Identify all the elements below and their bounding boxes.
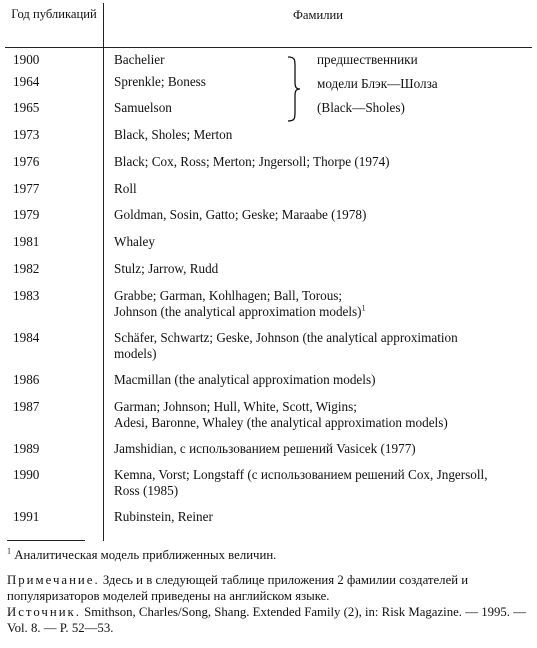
names-cell	[104, 205, 533, 232]
names-cell	[104, 370, 533, 397]
table-row	[5, 152, 532, 179]
table-row	[5, 465, 532, 507]
names-text: Samuelson	[114, 100, 172, 116]
year-cell: 1987	[5, 397, 104, 439]
table-row	[5, 72, 532, 99]
table-row	[5, 179, 532, 206]
names-cell	[104, 397, 533, 439]
year-cell: 1973	[5, 125, 104, 152]
names-line	[114, 330, 532, 346]
year-cell: 1979	[5, 205, 104, 232]
names-line	[114, 483, 532, 499]
year-cell: 1900	[5, 48, 104, 72]
names-text: Johnson (the analytical approximation models)	[114, 303, 362, 319]
table-row	[5, 48, 532, 72]
year-cell: 1990	[5, 465, 104, 507]
year-cell: 1984	[5, 328, 104, 370]
names-cell	[104, 439, 533, 466]
names-line	[114, 261, 532, 277]
names-text: Ross (1985)	[114, 483, 179, 499]
footnote	[7, 547, 530, 563]
names-line	[114, 467, 532, 483]
table-row	[5, 259, 532, 286]
table-row	[5, 98, 532, 125]
table-row	[5, 397, 532, 439]
year-cell: 1986	[5, 370, 104, 397]
names-line	[114, 181, 532, 197]
names-line	[114, 288, 532, 304]
names-text: Goldman, Sosin, Gatto; Geske; Maraabe (1978)	[114, 207, 367, 223]
table-row	[5, 125, 532, 152]
header-year: Год публикаций	[5, 3, 104, 48]
names-line	[114, 441, 532, 457]
names-text: Garman; Johnson; Hull, White, Scott, Wigins;	[114, 398, 357, 414]
names-cell	[104, 507, 533, 541]
names-text: Black; Cox, Ross; Merton; Jngersoll; Thorpe (1974)	[114, 153, 390, 169]
names-cell	[104, 232, 533, 259]
table-row	[5, 328, 532, 370]
names-text: Sprenkle; Boness	[114, 73, 206, 89]
names-text: Rubinstein, Reiner	[114, 509, 213, 525]
names-line	[114, 372, 532, 388]
footnote-text: Аналитическая модель приближенных величин.	[14, 548, 277, 562]
publications-table	[5, 3, 532, 541]
year-cell: 1991	[5, 507, 104, 541]
names-text: Whaley	[114, 234, 156, 250]
year-cell: 1964	[5, 72, 104, 99]
names-line	[114, 415, 532, 431]
names-line	[114, 304, 532, 320]
names-line	[114, 207, 532, 223]
footnote-divider	[7, 540, 85, 541]
names-line	[114, 509, 532, 525]
footnote-reference: 1	[361, 303, 366, 313]
names-text: Stulz; Jarrow, Rudd	[114, 261, 219, 277]
names-text: Jamshidian, с использованием решений Vasicek (1977)	[114, 440, 416, 456]
names-text: Schäfer, Schwartz; Geske, Johnson (the analytical approximation	[114, 329, 458, 345]
names-cell	[104, 152, 533, 179]
names-cell	[104, 179, 533, 206]
year-cell: 1977	[5, 179, 104, 206]
table-row	[5, 370, 532, 397]
table-body	[5, 48, 532, 542]
names-text: Macmillan (the analytical approximation models)	[114, 371, 376, 387]
year-cell: 1965	[5, 98, 104, 125]
table-row	[5, 439, 532, 466]
names-cell	[104, 465, 533, 507]
table-row	[5, 507, 532, 541]
table-row	[5, 232, 532, 259]
names-line	[114, 346, 532, 362]
right-brace	[286, 56, 302, 122]
source-label: Источник.	[7, 605, 81, 619]
note-text: Здесь и в следующей таблице приложения 2 фамилии создателей и популяризаторов моделей приведены на английском языке.	[7, 573, 469, 603]
names-text: Adesi, Baronne, Whaley (the analytical approximation models)	[114, 414, 448, 430]
table-header-row	[5, 3, 532, 48]
names-text: Roll	[114, 180, 137, 196]
footnote-mark: 1	[7, 546, 11, 556]
year-cell: 1983	[5, 286, 104, 328]
names-cell	[104, 328, 533, 370]
brace-label-model: модели Блэк—Шолза	[317, 76, 438, 91]
table-row	[5, 205, 532, 232]
year-cell: 1976	[5, 152, 104, 179]
year-cell: 1981	[5, 232, 104, 259]
note-label: Примечание.	[7, 573, 100, 587]
names-text: Grabbe; Garman, Kohlhagen; Ball, Torous;	[114, 287, 343, 303]
brace-label-predecessors: предшественники	[317, 52, 418, 67]
names-cell	[104, 125, 533, 152]
source-text: Smithson, Charles/Song, Shang. Extended Family (2), in: Risk Magazine. — 1995. — Vol. 8. — P. 52—53.	[7, 605, 526, 635]
header-names: Фамилии	[104, 3, 533, 48]
names-text: Black, Sholes; Merton	[114, 127, 233, 143]
names-line	[114, 154, 532, 170]
year-cell: 1982	[5, 259, 104, 286]
table-row	[5, 286, 532, 328]
names-line	[114, 234, 532, 250]
names-text: Kemna, Vorst; Longstaff (с использованием решений Cox, Jngersoll,	[114, 467, 488, 483]
names-line	[114, 399, 532, 415]
year-cell: 1989	[5, 439, 104, 466]
names-text: models)	[114, 345, 157, 361]
note	[7, 572, 530, 604]
brace-label-model-en: (Black—Sholes)	[317, 100, 405, 115]
names-line	[114, 127, 532, 143]
names-cell	[104, 286, 533, 328]
source	[7, 604, 530, 636]
names-text: Bachelier	[114, 52, 165, 67]
names-cell	[104, 259, 533, 286]
